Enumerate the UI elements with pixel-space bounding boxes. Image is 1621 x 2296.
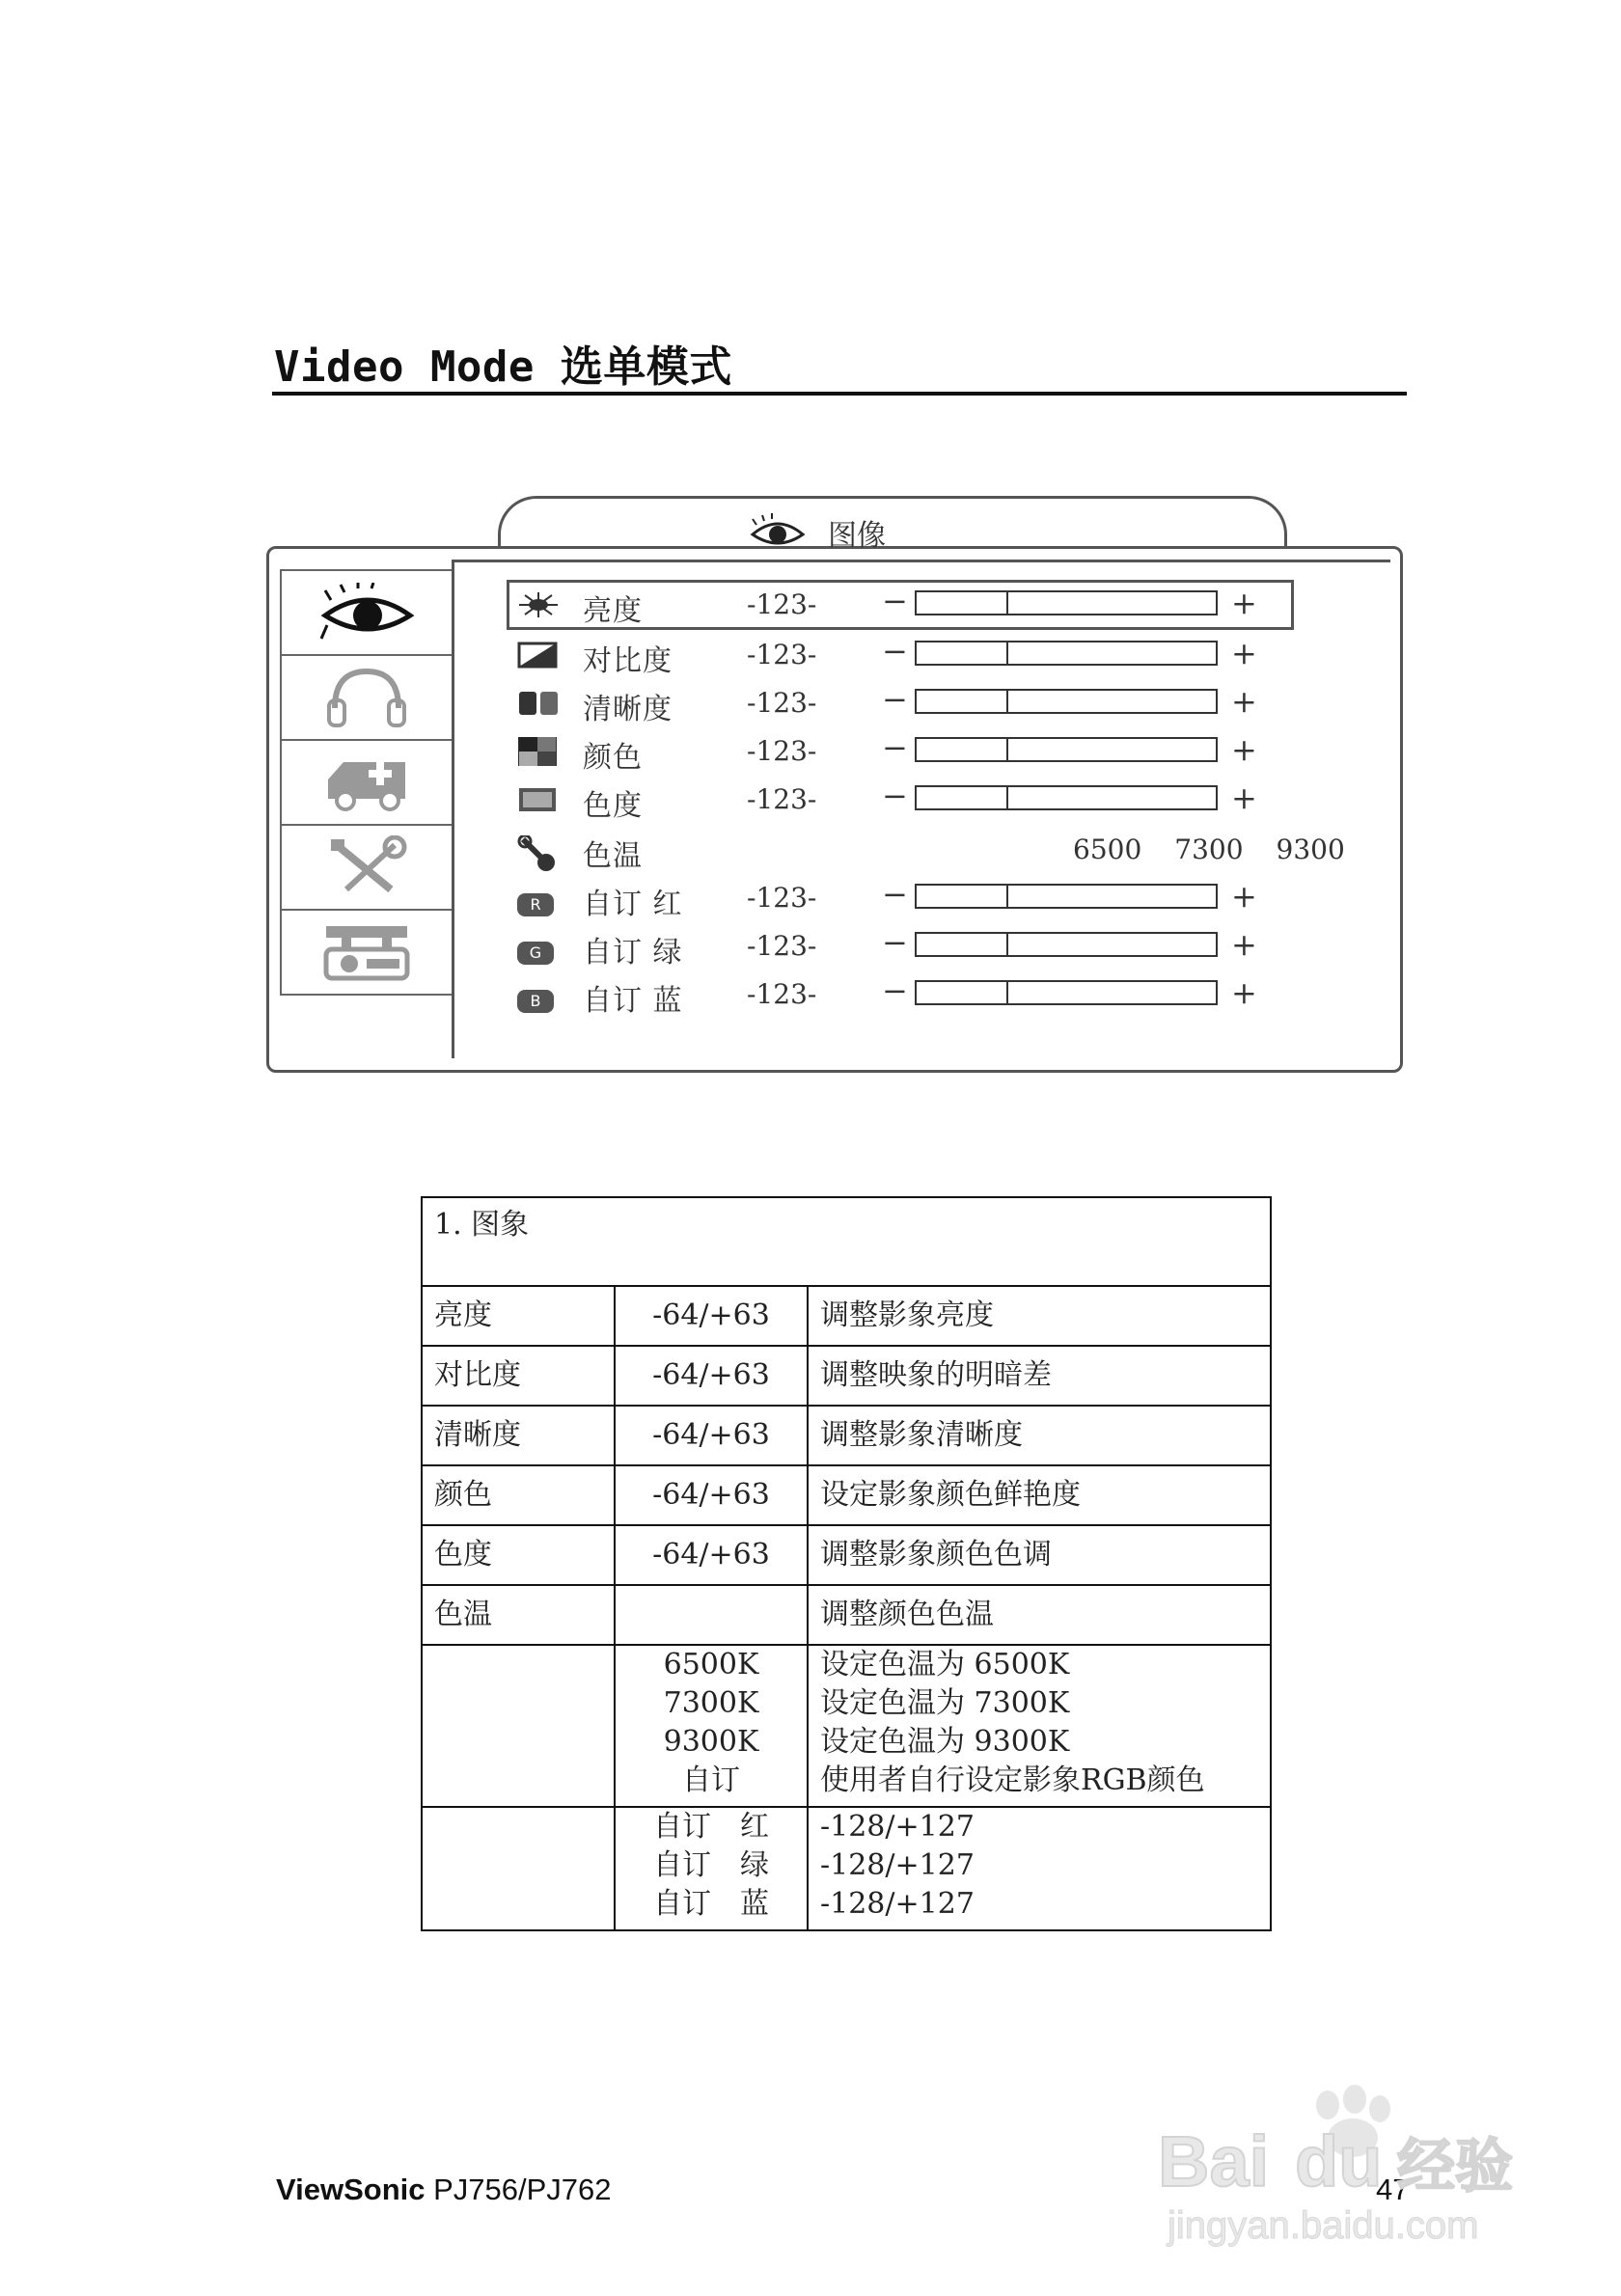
model-name: PJ756/PJ762 [425,2173,612,2206]
watermark-jingyan: 经验 [1397,2133,1513,2200]
custom-range: -128/+127 [820,1810,975,1844]
tab-audio[interactable] [280,656,453,741]
osd-menu [266,496,1405,1075]
tab-picture[interactable] [280,569,453,656]
watermark-du: du [1295,2121,1383,2201]
osd-row-value: -123- [747,588,817,620]
osd-row-label: 色温 [583,839,643,873]
watermark-bai: Bai [1158,2121,1270,2201]
sharpness-icon [517,689,560,718]
decrease-button[interactable]: − [882,729,908,766]
slider-fill [917,982,1008,1003]
osd-row-color-temp[interactable] [509,828,1345,873]
temp-choice[interactable]: 9300 [1276,834,1345,865]
tab-setup[interactable] [280,826,453,911]
osd-row-contrast[interactable] [509,633,1291,677]
custom-item: 自订 蓝 [653,1887,769,1921]
osd-row-label: 自订 红 [583,888,683,921]
table-cell-empty [422,1807,615,1930]
osd-row-label: 色度 [583,789,643,823]
custom-item: 自订 红 [653,1810,769,1844]
osd-row-value: -123- [747,783,817,815]
table-item: 色温 [422,1585,615,1645]
temp-option: 7300K [663,1686,759,1720]
contrast-icon [517,641,560,670]
level-slider[interactable] [915,785,1218,810]
table-desc: 调整影象清晰度 [808,1406,1271,1465]
headphones-icon [323,666,410,729]
footer-brand [276,2173,612,2207]
osd-row-sharpness[interactable] [509,681,1291,725]
osd-header [749,511,886,554]
table-row [422,1406,1271,1465]
table-item: 亮度 [422,1286,615,1346]
osd-row-value: -123- [747,978,817,1010]
table-item: 色度 [422,1525,615,1585]
table-desc: 调整映象的明暗差 [808,1346,1271,1406]
color-temp-icon [517,835,560,864]
temp-choices [1073,834,1345,865]
osd-row-label: 颜色 [583,741,643,775]
red-icon: R [517,884,560,913]
eye-icon [319,583,416,642]
custom-range: -128/+127 [820,1887,975,1921]
custom-ranges-cell [808,1807,1271,1930]
increase-button[interactable]: + [1231,926,1257,963]
page-title: Video Mode 选单模式 [274,342,732,392]
tools-icon [323,835,410,899]
osd-row-value: -123- [747,639,817,670]
decrease-button[interactable]: − [882,924,908,961]
table-item: 清晰度 [422,1406,615,1465]
table-range [615,1585,808,1645]
increase-button[interactable]: + [1231,731,1257,768]
tint-icon [517,785,560,814]
level-slider[interactable] [915,689,1218,714]
table-desc: 调整颜色色温 [808,1585,1271,1645]
medical-icon [320,751,413,814]
increase-button[interactable]: + [1231,683,1257,720]
osd-row-brightness[interactable] [509,583,1291,627]
table-range: -64/+63 [615,1346,808,1406]
table-row [422,1465,1271,1525]
level-slider[interactable] [915,641,1218,666]
increase-button[interactable]: + [1231,779,1257,816]
level-slider[interactable] [915,932,1218,957]
osd-row-green[interactable] [509,924,1291,969]
table-desc: 调整影象颜色色调 [808,1525,1271,1585]
baidu-watermark [1148,2084,1553,2257]
temp-desc: 使用者自行设定影象RGB颜色 [820,1763,1205,1797]
osd-row-value: -123- [747,735,817,767]
decrease-button[interactable]: − [882,633,908,670]
slider-fill [917,592,1008,614]
osd-row-red[interactable] [509,876,1291,920]
temp-choice[interactable]: 6500 [1073,834,1142,865]
blue-icon: B [517,980,560,1009]
custom-item: 自订 绿 [653,1848,769,1882]
table-cell-empty [422,1645,615,1807]
osd-row-value: -123- [747,930,817,962]
temp-desc: 设定色温为 6500K [820,1648,1070,1681]
osd-row-tint[interactable] [509,778,1291,822]
slider-fill [917,739,1008,760]
increase-button[interactable]: + [1231,585,1257,621]
temp-option: 自订 [682,1763,740,1797]
decrease-button[interactable]: − [882,681,908,718]
temp-options-cell [615,1645,808,1807]
page-number: 47 [1376,2173,1410,2206]
level-slider[interactable] [915,737,1218,762]
slider-fill [917,642,1008,664]
tab-projector[interactable] [280,911,453,996]
osd-row-value: -123- [747,687,817,719]
slider-fill [917,934,1008,955]
slider-fill [917,886,1008,907]
temp-option: 6500K [663,1648,759,1681]
table-range: -64/+63 [615,1525,808,1585]
level-slider[interactable] [915,590,1218,615]
temp-desc: 设定色温为 9300K [820,1725,1070,1759]
green-icon: G [517,932,560,961]
slider-fill [917,787,1008,808]
eye-icon [749,513,807,552]
table-desc: 调整影象亮度 [808,1286,1271,1346]
table-range: -64/+63 [615,1286,808,1346]
temp-descs-cell [808,1645,1271,1807]
temp-desc: 设定色温为 7300K [820,1686,1070,1720]
osd-row-label: 自订 绿 [583,936,683,970]
custom-items-cell [615,1807,808,1930]
osd-row-label: 自订 蓝 [583,984,683,1018]
settings-table [421,1196,1272,1931]
table-item: 对比度 [422,1346,615,1406]
tab-emergency[interactable] [280,741,453,826]
osd-header-label: 图像 [828,519,886,553]
temp-choice[interactable]: 7300 [1174,834,1244,865]
watermark-url: jingyan.baidu.com [1168,2204,1479,2247]
table-row [422,1346,1271,1406]
decrease-button[interactable]: − [882,972,908,1009]
increase-button[interactable]: + [1231,974,1257,1011]
table-row [422,1525,1271,1585]
temp-option: 9300K [663,1725,759,1759]
table-row [422,1585,1271,1645]
osd-row-blue[interactable] [509,972,1291,1017]
osd-row-color[interactable] [509,729,1291,774]
title-underline [272,392,1407,396]
osd-row-label: 亮度 [583,594,643,628]
brightness-icon [517,590,560,619]
level-slider[interactable] [915,980,1218,1005]
increase-button[interactable]: + [1231,878,1257,915]
table-range: -64/+63 [615,1465,808,1525]
table-row [422,1286,1271,1346]
decrease-button[interactable]: − [882,778,908,814]
increase-button[interactable]: + [1231,635,1257,671]
projector-icon [320,920,413,984]
table-desc: 设定影象颜色鲜艳度 [808,1465,1271,1525]
osd-side-tabs [280,569,453,996]
table-range: -64/+63 [615,1406,808,1465]
osd-row-value: -123- [747,882,817,914]
decrease-button[interactable]: − [882,876,908,913]
color-icon [517,737,560,766]
table-title: 1. 图象 [422,1197,1271,1286]
decrease-button[interactable]: − [882,583,908,619]
osd-row-label: 清晰度 [583,693,673,726]
brand-name: ViewSonic [276,2173,426,2206]
level-slider[interactable] [915,884,1218,909]
table-item: 颜色 [422,1465,615,1525]
slider-fill [917,691,1008,712]
custom-range: -128/+127 [820,1848,975,1882]
osd-row-label: 对比度 [583,644,673,678]
